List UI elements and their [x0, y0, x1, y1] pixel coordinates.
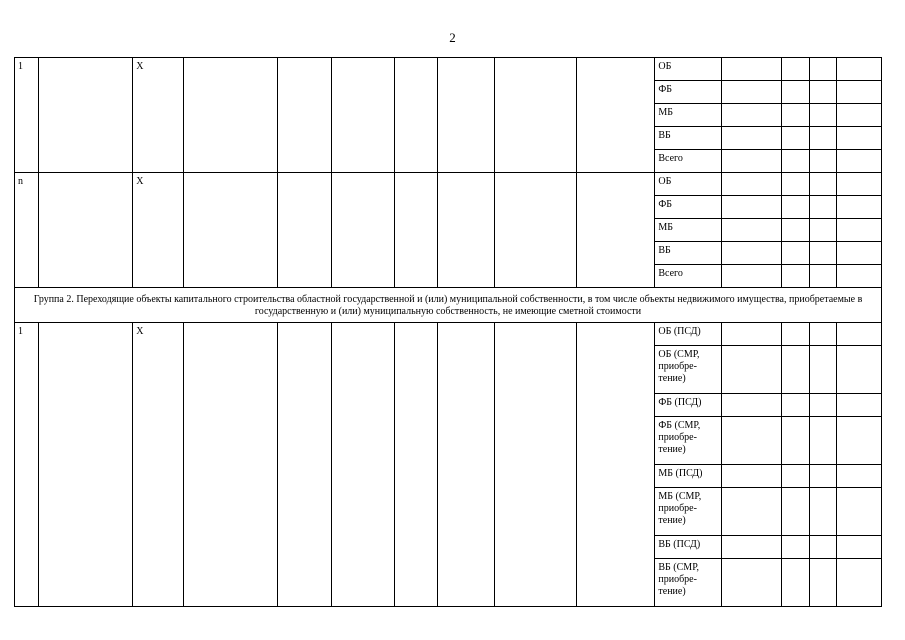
row-number-cell: 1: [15, 323, 39, 607]
object-name-cell: [39, 323, 133, 607]
value-cell: [721, 465, 781, 488]
value-cell: [721, 559, 781, 607]
value-cell: [721, 536, 781, 559]
empty-cell: [495, 323, 577, 607]
value-cell: [781, 104, 809, 127]
value-cell: [809, 58, 836, 81]
value-cell: [781, 173, 809, 196]
empty-cell: [437, 58, 494, 173]
empty-cell: [495, 58, 577, 173]
value-cell: [721, 219, 781, 242]
funding-source-cell: Всего: [655, 265, 721, 288]
empty-cell: [577, 58, 655, 173]
table-row: [15, 323, 882, 346]
value-cell: [781, 242, 809, 265]
value-cell: [781, 417, 809, 465]
funding-source-cell: ОБ: [655, 58, 721, 81]
funding-source-cell: Всего: [655, 150, 721, 173]
value-cell: [809, 488, 836, 536]
value-cell: [721, 173, 781, 196]
object-name-cell: [39, 58, 133, 173]
value-cell: [809, 104, 836, 127]
value-cell: [721, 242, 781, 265]
value-cell: [836, 559, 881, 607]
funding-source-cell: ВБ (СМР, приобре-тение): [655, 559, 721, 607]
value-cell: [721, 81, 781, 104]
value-cell: [809, 559, 836, 607]
value-cell: [836, 173, 881, 196]
funding-source-cell: МБ (СМР, приобре-тение): [655, 488, 721, 536]
empty-cell: [577, 323, 655, 607]
value-cell: [836, 346, 881, 394]
empty-cell: [277, 173, 331, 288]
empty-cell: [437, 173, 494, 288]
value-cell: [781, 219, 809, 242]
value-cell: [836, 465, 881, 488]
empty-cell: [495, 173, 577, 288]
value-cell: [836, 536, 881, 559]
empty-cell: [437, 323, 494, 607]
empty-cell: [277, 323, 331, 607]
funding-source-cell: МБ: [655, 104, 721, 127]
value-cell: [836, 242, 881, 265]
empty-cell: [331, 323, 394, 607]
empty-cell: [184, 58, 277, 173]
value-cell: [836, 58, 881, 81]
value-cell: [781, 488, 809, 536]
funding-source-cell: ФБ: [655, 196, 721, 219]
value-cell: [781, 58, 809, 81]
value-cell: [836, 196, 881, 219]
empty-cell: [277, 58, 331, 173]
value-cell: [809, 150, 836, 173]
mark-cell: X: [133, 323, 184, 607]
empty-cell: [184, 323, 277, 607]
value-cell: [721, 394, 781, 417]
funding-source-cell: ФБ: [655, 81, 721, 104]
value-cell: [781, 265, 809, 288]
table-row: [15, 173, 882, 196]
row-number-cell: 1: [15, 58, 39, 173]
funding-source-cell: ВБ (ПСД): [655, 536, 721, 559]
value-cell: [836, 488, 881, 536]
empty-cell: [331, 173, 394, 288]
value-cell: [781, 150, 809, 173]
value-cell: [809, 465, 836, 488]
financing-table: [14, 57, 882, 607]
value-cell: [836, 417, 881, 465]
value-cell: [721, 417, 781, 465]
empty-cell: [184, 173, 277, 288]
value-cell: [836, 104, 881, 127]
value-cell: [809, 81, 836, 104]
funding-source-cell: ОБ: [655, 173, 721, 196]
mark-cell: X: [133, 58, 184, 173]
value-cell: [781, 81, 809, 104]
funding-source-cell: МБ (ПСД): [655, 465, 721, 488]
value-cell: [721, 323, 781, 346]
empty-cell: [394, 58, 437, 173]
value-cell: [721, 346, 781, 394]
funding-source-cell: ВБ: [655, 127, 721, 150]
value-cell: [781, 323, 809, 346]
value-cell: [721, 127, 781, 150]
value-cell: [836, 323, 881, 346]
funding-source-cell: МБ: [655, 219, 721, 242]
value-cell: [809, 127, 836, 150]
value-cell: [809, 394, 836, 417]
value-cell: [721, 196, 781, 219]
value-cell: [781, 559, 809, 607]
value-cell: [836, 394, 881, 417]
value-cell: [781, 394, 809, 417]
value-cell: [809, 219, 836, 242]
value-cell: [721, 104, 781, 127]
funding-source-cell: ВБ: [655, 242, 721, 265]
group-header-row: [15, 288, 882, 323]
object-name-cell: [39, 173, 133, 288]
value-cell: [721, 58, 781, 81]
value-cell: [721, 265, 781, 288]
value-cell: [781, 465, 809, 488]
funding-source-cell: ФБ (СМР, приобре-тение): [655, 417, 721, 465]
value-cell: [836, 219, 881, 242]
value-cell: [809, 242, 836, 265]
value-cell: [781, 127, 809, 150]
row-number-cell: n: [15, 173, 39, 288]
value-cell: [809, 536, 836, 559]
value-cell: [836, 81, 881, 104]
empty-cell: [394, 173, 437, 288]
value-cell: [836, 127, 881, 150]
value-cell: [781, 346, 809, 394]
funding-source-cell: ФБ (ПСД): [655, 394, 721, 417]
group-title: Группа 2. Переходящие объекты капитального строительства областной государственной и (или) муниципальной собственности, в том числе объекты недвижимого имущества, приобретаемые в государственную и (или) муниципальную собственность, не имеющие сметной стоимости: [15, 288, 882, 323]
value-cell: [809, 265, 836, 288]
funding-source-cell: ОБ (СМР, приобре-тение): [655, 346, 721, 394]
empty-cell: [577, 173, 655, 288]
value-cell: [781, 196, 809, 219]
value-cell: [836, 150, 881, 173]
value-cell: [809, 173, 836, 196]
value-cell: [809, 417, 836, 465]
value-cell: [809, 323, 836, 346]
value-cell: [781, 536, 809, 559]
page-number: 2: [449, 30, 456, 45]
value-cell: [721, 150, 781, 173]
value-cell: [809, 346, 836, 394]
value-cell: [809, 196, 836, 219]
value-cell: [836, 265, 881, 288]
mark-cell: X: [133, 173, 184, 288]
value-cell: [721, 488, 781, 536]
empty-cell: [394, 323, 437, 607]
table-row: [15, 58, 882, 81]
funding-source-cell: ОБ (ПСД): [655, 323, 721, 346]
empty-cell: [331, 58, 394, 173]
